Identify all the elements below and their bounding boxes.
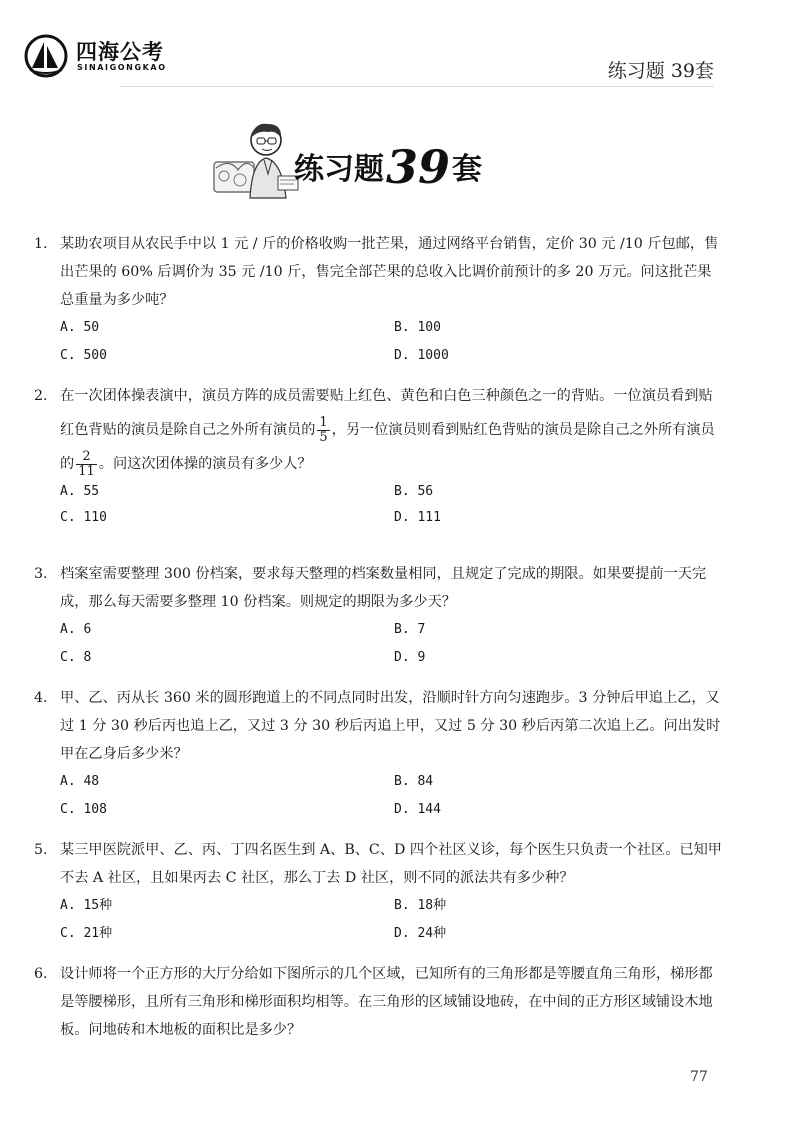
option-c: C. 110 [60, 510, 107, 525]
option-a: A. 48 [60, 774, 100, 789]
option-c: C. 500 [60, 348, 107, 363]
question-1 [34, 230, 724, 370]
options [60, 892, 724, 948]
question-4 [34, 684, 724, 824]
question-number: 6. [34, 966, 48, 982]
title-suffix: 套 [452, 152, 483, 187]
sailboat-logo-icon [24, 34, 68, 78]
title-number: 39 [386, 140, 451, 194]
question-text-part-a: 在一次团体操表演中，演员方阵的成员需要贴上红色、黄色和白色三种颜色之一的背贴。一位演员看到贴红色背贴的演员是除自己之外所有演员的 [60, 388, 713, 438]
fraction-one-fifth [317, 416, 329, 445]
option-b: B. 7 [394, 622, 426, 637]
option-d: D. 111 [394, 510, 441, 525]
question-text-part-b: ，另一位演员则看到贴红色背贴的演员是除自己之外所有演员的 [60, 422, 715, 472]
option-a: A. 15种 [60, 898, 113, 913]
question-number: 4. [34, 690, 48, 706]
brand-name-cn: 四海公考 [76, 40, 164, 64]
option-d: D. 1000 [394, 348, 449, 363]
question-text-part-c: 。问这次团体操的演员有多少人？ [98, 456, 312, 472]
question-text: 档案室需要整理 300 份档案，要求每天整理的档案数量相同，且规定了完成的期限。如果要提前一天完成，那么每天需要多整理 10 份档案。则规定的期限为多少天？ [60, 566, 707, 610]
question-number: 1. [34, 236, 48, 252]
option-d: D. 9 [394, 650, 426, 665]
question-number: 3. [34, 566, 48, 582]
question-number: 2. [34, 388, 48, 404]
question-text: 某助农项目从农民手中以 1 元 / 斤的价格收购一批芒果，通过网络平台销售，定价 30 元 /10 斤包邮，售出芒果的 60% 后调价为 35 元 /10 斤，售完全部芒果的总收入比调价前预计的多 20 万元。问这批芒果总重量为多少吨？ [60, 236, 719, 308]
option-c: C. 8 [60, 650, 92, 665]
option-a: A. 55 [60, 484, 100, 499]
page-title [294, 140, 482, 194]
question-5 [34, 836, 724, 948]
question-text: 设计师将一个正方形的大厅分给如下图所示的几个区域，已知所有的三角形都是等腰直角三角形，梯形都是等腰梯形，且所有三角形和梯形面积均相等。在三角形的区域铺设地砖，在中间的正方形区域铺设木地板。问地砖和木地板的面积比是多少？ [60, 966, 713, 1038]
question-6 [34, 960, 724, 1044]
question-2 [34, 379, 724, 531]
option-a: A. 50 [60, 320, 100, 335]
options [60, 475, 724, 531]
option-d: D. 24种 [394, 926, 447, 941]
option-a: A. 6 [60, 622, 92, 637]
fraction-numerator: 1 [319, 414, 328, 430]
option-b: B. 100 [394, 320, 441, 335]
page-number: 77 [690, 1069, 708, 1085]
brand-logo [24, 34, 184, 78]
question-3 [34, 560, 724, 672]
question-number: 5. [34, 842, 48, 858]
option-d: D. 144 [394, 802, 441, 817]
brand-name-en: SINAIGONGKAO [77, 63, 167, 72]
option-b: B. 56 [394, 484, 434, 499]
question-text: 某三甲医院派甲、乙、丙、丁四名医生到 A、B、C、D 四个社区义诊，每个医生只负责一个社区。已知甲不去 A 社区，且如果丙去 C 社区，那么丁去 D 社区，则不同的派法共有多少种？ [60, 842, 722, 886]
fraction-denominator: 11 [78, 463, 95, 479]
teacher-mascot-illustration [210, 118, 302, 200]
options [60, 768, 724, 824]
option-c: C. 108 [60, 802, 107, 817]
question-text [60, 379, 724, 481]
options [60, 314, 724, 370]
section-label: 练习题 39套 [607, 60, 714, 82]
option-b: B. 84 [394, 774, 434, 789]
options [60, 616, 724, 672]
option-c: C. 21种 [60, 926, 113, 941]
fraction-numerator: 2 [82, 448, 91, 464]
fraction-denominator: 5 [319, 429, 328, 445]
header-divider [120, 86, 714, 87]
question-text: 甲、乙、丙从长 360 米的圆形跑道上的不同点同时出发，沿顺时针方向匀速跑步。3 分钟后甲追上乙，又过 1 分 30 秒后丙也追上乙，又过 3 分 30 秒后丙追上甲，又过 5 分 30 秒后丙第二次追上乙。问出发时甲在乙身后多少米？ [60, 690, 721, 762]
title-prefix: 练习题 [294, 152, 384, 187]
option-b: B. 18种 [394, 898, 447, 913]
